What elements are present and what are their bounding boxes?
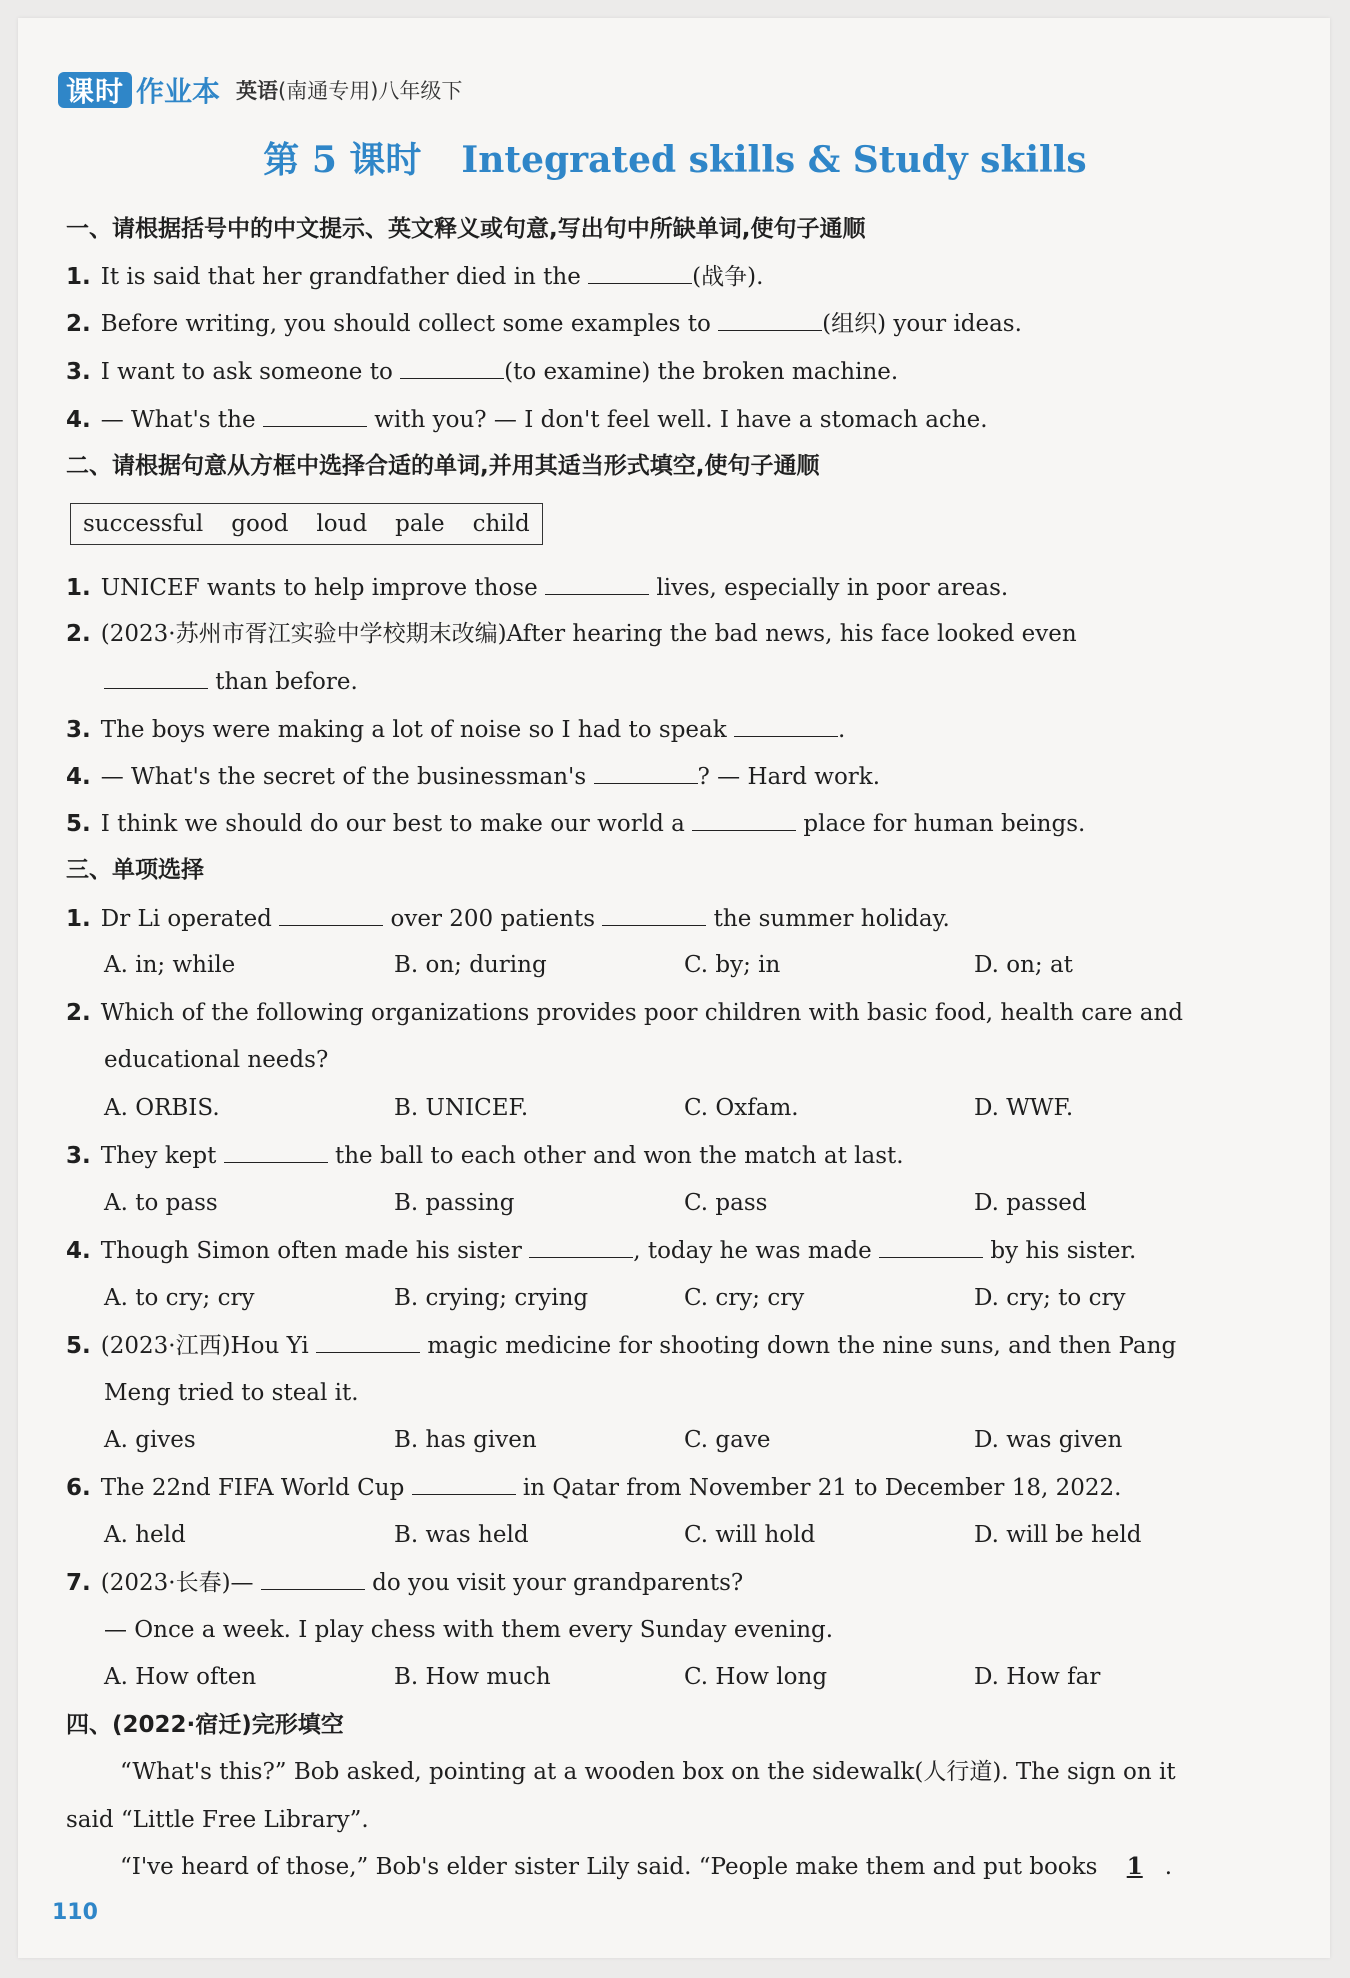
s1-question: 4. — What's the with you? — I don't feel well. I have a stomach ache.: [66, 404, 988, 435]
s3-question: 5. (2023·江西)Hou Yi magic medicine for shooting down the nine suns, and then Pang: [66, 1330, 1176, 1361]
book-name: 作业本: [136, 75, 221, 108]
option-b[interactable]: B. passing: [394, 1190, 515, 1216]
s3-question-cont: educational needs?: [104, 1047, 329, 1073]
option-c[interactable]: C. by; in: [684, 952, 781, 978]
option-a[interactable]: A. held: [104, 1522, 186, 1548]
option-b[interactable]: B. crying; crying: [394, 1285, 589, 1311]
s2-question-cont: than before.: [104, 666, 358, 697]
option-d[interactable]: D. passed: [974, 1190, 1087, 1216]
s3-question: 3. They kept the ball to each other and won the match at last.: [66, 1140, 904, 1171]
section-2-heading: 二、请根据句意从方框中选择合适的单词,并用其适当形式填空,使句子通顺: [66, 453, 820, 479]
s1-question: 2. Before writing, you should collect some examples to (组织) your ideas.: [66, 308, 1022, 339]
answer-blank[interactable]: [588, 261, 692, 284]
answer-blank[interactable]: [545, 572, 649, 595]
answer-blank[interactable]: [316, 1330, 420, 1353]
option-a[interactable]: A. to pass: [104, 1190, 218, 1216]
s1-question: 3. I want to ask someone to (to examine) the broken machine.: [66, 356, 898, 387]
answer-blank[interactable]: [879, 1235, 983, 1258]
answer-blank[interactable]: [412, 1472, 516, 1495]
option-a[interactable]: A. to cry; cry: [104, 1285, 255, 1311]
option-d[interactable]: D. How far: [974, 1664, 1101, 1690]
passage-line: “I've heard of those,” Bob's elder sister Lily said. “People make them and put books 1 .: [120, 1853, 1173, 1880]
s2-question: 1. UNICEF wants to help improve those lives, especially in poor areas.: [66, 572, 1008, 603]
answer-blank[interactable]: [224, 1140, 328, 1163]
option-a[interactable]: A. gives: [104, 1427, 196, 1453]
section-1-heading: 一、请根据括号中的中文提示、英文释义或句意,写出句中所缺单词,使句子通顺: [66, 216, 866, 242]
s3-question: 2. Which of the following organizations provides poor children with basic food, health care and: [66, 1000, 1183, 1026]
s3-question: 4. Though Simon often made his sister , today he was made by his sister.: [66, 1235, 1136, 1266]
page-number: 110: [52, 1900, 98, 1925]
s3-question: 1. Dr Li operated over 200 patients the summer holiday.: [66, 903, 950, 934]
option-c[interactable]: C. cry; cry: [684, 1285, 805, 1311]
answer-blank[interactable]: [263, 404, 367, 427]
lesson-title: 第 5 课时 Integrated skills & Study skills: [263, 139, 1087, 181]
passage-line: said “Little Free Library”.: [66, 1807, 369, 1833]
s3-question: 7. (2023·长春)— do you visit your grandparents?: [66, 1567, 743, 1598]
answer-blank[interactable]: [602, 903, 706, 926]
option-c[interactable]: C. How long: [684, 1664, 828, 1690]
answer-blank[interactable]: [400, 356, 504, 379]
option-d[interactable]: D. WWF.: [974, 1095, 1074, 1121]
option-b[interactable]: B. UNICEF.: [394, 1095, 529, 1121]
option-b[interactable]: B. How much: [394, 1664, 551, 1690]
answer-blank[interactable]: [594, 761, 698, 784]
s3-question: 6. The 22nd FIFA World Cup in Qatar from November 21 to December 18, 2022.: [66, 1472, 1121, 1503]
s2-question: 3. The boys were making a lot of noise so I had to speak .: [66, 714, 845, 745]
s3-question-cont: — Once a week. I play chess with them every Sunday evening.: [104, 1617, 834, 1643]
option-c[interactable]: C. gave: [684, 1427, 771, 1453]
option-d[interactable]: D. will be held: [974, 1522, 1142, 1548]
option-a[interactable]: A. ORBIS.: [104, 1095, 220, 1121]
s1-question: 1. It is said that her grandfather died in the (战争).: [66, 261, 763, 292]
section-4-heading: 四、(2022·宿迁)完形填空: [66, 1712, 344, 1738]
answer-blank[interactable]: [529, 1235, 633, 1258]
option-c[interactable]: C. pass: [684, 1190, 768, 1216]
option-c[interactable]: C. will hold: [684, 1522, 816, 1548]
option-b[interactable]: B. on; during: [394, 952, 547, 978]
s2-question: 5. I think we should do our best to make our world a place for human beings.: [66, 808, 1085, 839]
option-c[interactable]: C. Oxfam.: [684, 1095, 799, 1121]
word-box: successful good loud pale child: [70, 503, 543, 545]
option-b[interactable]: B. has given: [394, 1427, 537, 1453]
option-d[interactable]: D. on; at: [974, 952, 1073, 978]
answer-blank[interactable]: [734, 714, 838, 737]
option-a[interactable]: A. How often: [104, 1664, 257, 1690]
s2-question: 4. — What's the secret of the businessman's ? — Hard work.: [66, 761, 880, 792]
answer-blank[interactable]: [692, 808, 796, 831]
option-d[interactable]: D. cry; to cry: [974, 1285, 1126, 1311]
answer-blank[interactable]: [718, 308, 822, 331]
option-d[interactable]: D. was given: [974, 1427, 1123, 1453]
book-logo: 课时: [58, 72, 132, 108]
cloze-blank[interactable]: 1: [1126, 1853, 1143, 1880]
option-a[interactable]: A. in; while: [104, 952, 236, 978]
section-3-heading: 三、单项选择: [66, 857, 204, 883]
answer-blank[interactable]: [104, 666, 208, 689]
answer-blank[interactable]: [279, 903, 383, 926]
option-b[interactable]: B. was held: [394, 1522, 529, 1548]
subject-label: 英语(南通专用)八年级下: [236, 79, 463, 103]
passage-line: “What's this?” Bob asked, pointing at a wooden box on the sidewalk(人行道). The sign on it: [120, 1759, 1176, 1785]
book-header: [58, 70, 462, 110]
s3-question-cont: Meng tried to steal it.: [104, 1380, 359, 1406]
s2-question: 2. (2023·苏州市胥江实验中学校期末改编)After hearing the bad news, his face looked even: [66, 621, 1077, 647]
answer-blank[interactable]: [261, 1567, 365, 1590]
